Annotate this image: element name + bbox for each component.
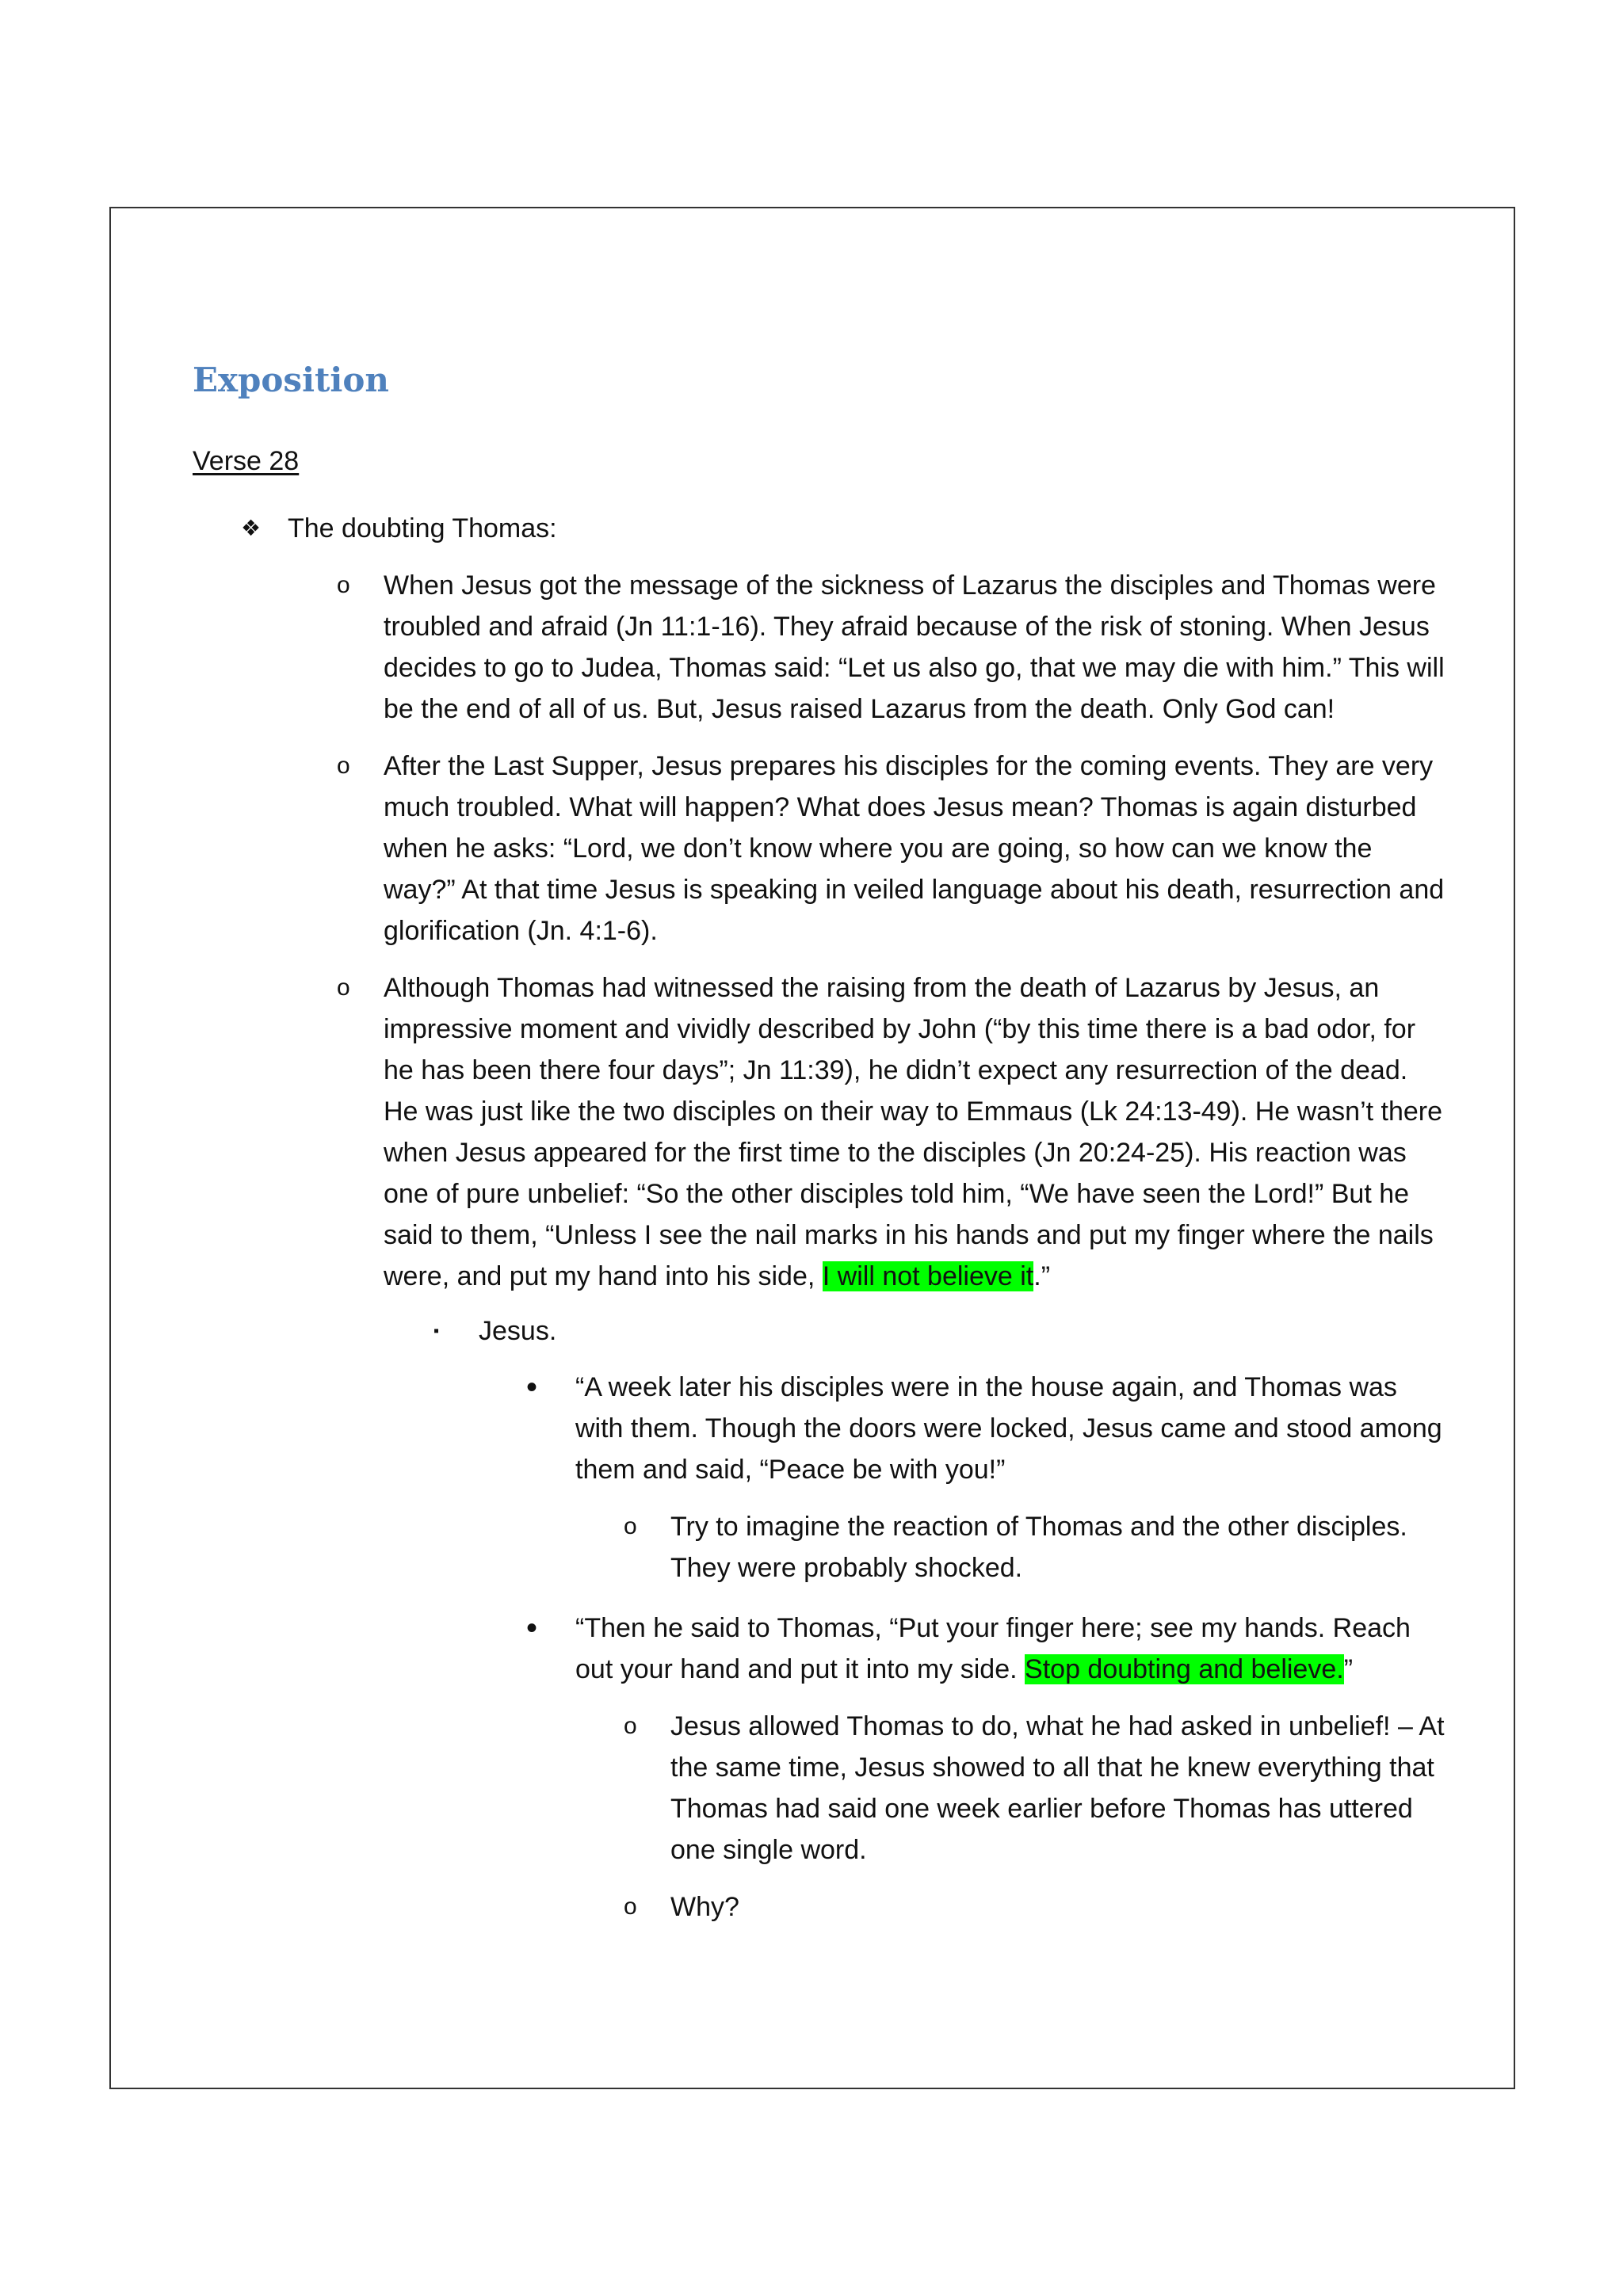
highlighted-phrase: Stop doubting and believe. <box>1025 1654 1344 1684</box>
highlighted-phrase: I will not believe it <box>822 1261 1034 1291</box>
square-bullet-icon: ▪ <box>433 1322 440 1340</box>
diamond-bullet-icon: ❖ <box>241 516 262 540</box>
dot-bullet-icon: • <box>526 1611 538 1646</box>
list-item-jesus: Jesus. <box>479 1316 557 1346</box>
quote-2-text-end: ” <box>1343 1654 1354 1684</box>
point-3-text-end: .” <box>1033 1261 1051 1291</box>
list-item-note-2: Jesus allowed Thomas to do, what he had asked in unbelief! – At the same time, Jesus showed to all that he knew everything that Thomas had said one week earlier before Thomas has uttered one single word. <box>670 1711 1445 1865</box>
circle-bullet-icon: o <box>337 753 350 779</box>
verse-label: Verse 28 <box>193 446 300 476</box>
list-item-note-1: Try to imagine the reaction of Thomas and the other disciples. They were probably shocked. <box>670 1512 1407 1583</box>
circle-bullet-icon: o <box>337 974 350 1001</box>
section-heading: Exposition <box>193 360 389 399</box>
circle-bullet-icon: o <box>337 572 350 598</box>
list-item-point-3 <box>384 967 1449 1297</box>
list-item-quote-2 <box>575 1608 1447 1690</box>
list-item-doubting-thomas: The doubting Thomas: <box>288 513 557 543</box>
list-item-note-3: Why? <box>670 1892 739 1922</box>
point-3-text: Although Thomas had witnessed the raising from the death of Lazarus by Jesus, an impressive moment and vividly described by John (“by this time there is a bad odor, for he has been there four days”; Jn 11:39), he didn’t expect any resurrection of the dead. He was just like the two disciples on their way to Emmaus (Lk 24:13-49). He wasn’t there when Jesus appeared for the first time to the disciples (Jn 20:24-25). His reaction was one of pure unbelief: “So the other disciples told him, “We have seen the Lord!” But he said to them, “Unless I see the nail marks in his hands and put my finger where the nails were, and put my hand into his side, <box>384 973 1443 1291</box>
circle-bullet-icon: o <box>624 1713 637 1739</box>
list-item-quote-1: “A week later his disciples were in the house again, and Thomas was with them. Though the doors were locked, Jesus came and stood among them and said, “Peace be with you!” <box>575 1372 1442 1485</box>
quote-2-text: “Then he said to Thomas, “Put your finger here; see my hands. Reach out your hand and put it into my side. <box>575 1613 1411 1684</box>
circle-bullet-icon: o <box>624 1894 637 1920</box>
list-item-point-1: When Jesus got the message of the sickness of Lazarus the disciples and Thomas were troubled and afraid (Jn 11:1-16). They afraid because of the risk of stoning. When Jesus decides to go to Judea, Thomas said: “Let us also go, that we may die with him.” This will be the end of all of us. But, Jesus raised Lazarus from the death. Only God can! <box>384 570 1445 724</box>
dot-bullet-icon: • <box>526 1370 538 1405</box>
list-item-point-2: After the Last Supper, Jesus prepares his disciples for the coming events. They are very much troubled. What will happen? What does Jesus mean? Thomas is again disturbed when he asks: “Lord, we don’t know where you are going, so how can we know the way?” At that time Jesus is speaking in veiled language about his death, resurrection and glorification (Jn. 4:1-6). <box>384 751 1445 946</box>
circle-bullet-icon: o <box>624 1513 637 1539</box>
